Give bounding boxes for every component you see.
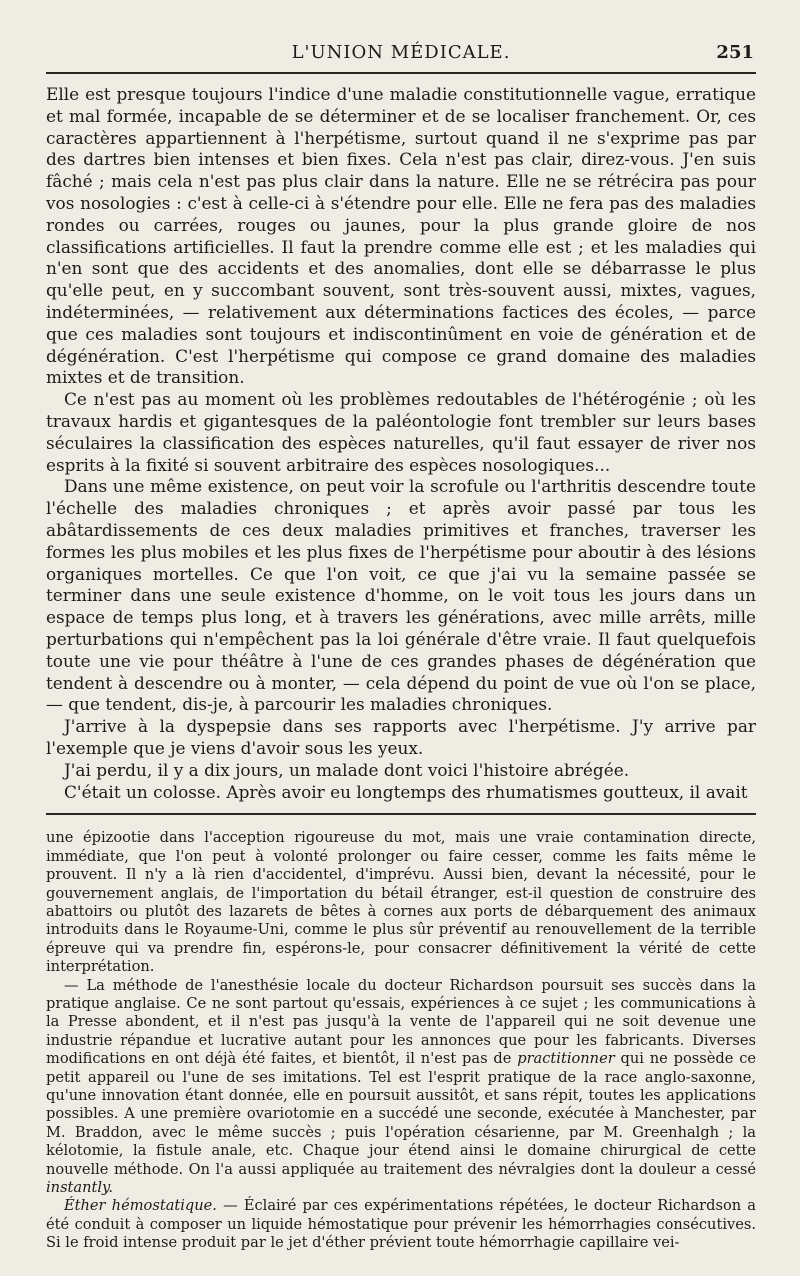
note-italic: practitionner xyxy=(517,1050,615,1068)
page-number: 251 xyxy=(716,42,754,63)
note-text: qui ne possède ce petit appareil ou l'une de ses imitations. Tel est l'esprit pratique de la race anglo-saxonne, qu'une innovation étant donnée, elle en poursuit aussitôt, et sans répit, toutes les applications possibles. A une première ovariotomie en a succédé une seconde, exécutée à Manchester, par M. Braddon, avec le même succès ; puis l'opération césarienne, par M. Greenhalgh ; la kélotomie, la fistule anale, etc. Chaque jour étend ainsi le domaine chirurgical de cette nouvelle méthode. On l'a aussi appliquée au traitement des névralgies dont la douleur a cessé xyxy=(46,1050,757,1178)
main-text xyxy=(46,84,756,803)
paragraph: C'était un colosse. Après avoir eu longtemps des rhumatismes goutteux, il avait xyxy=(64,781,748,802)
note-paragraph xyxy=(46,977,756,1198)
paragraph: Ce n'est pas au moment où les problèmes redoutables de l'hétérogénie ; où les travaux hardis et gigantesques de la paléontologie font trembler sur leurs bases séculaires la classification des espèces naturelles, qu'il faut essayer de river nos esprits à la fixité si souvent arbitraire des espèces nosologiques... xyxy=(46,389,756,475)
running-head xyxy=(46,38,756,72)
paragraph: J'ai perdu, il y a dix jours, un malade dont voici l'histoire abrégée. xyxy=(64,759,630,780)
note-italic: Éther hémostatique. xyxy=(64,1197,217,1215)
paragraph: Dans une même existence, on peut voir la scrofule ou l'arthritis descendre toute l'échelle des maladies chroniques ; et après avoir passé par tous les abâtardissements de ces deux maladies primitives et franches, traverser les formes les plus mobiles et les plus fixes de l'herpétisme pour aboutir à des lésions organiques mortelles. Ce que l'on voit, ce que j'ai vu la semaine passée se terminer dans une seule existence d'homme, on le voit tous les jours dans un espace de temps plus long, et à travers les générations, avec mille arrêts, mille perturbations qui n'empêchent pas la loi générale d'être vraie. Il faut quelquefois toute une vie pour théâtre à l'une de ces grandes phases de dégénération que tendent à descendre ou à monter, — cela dépend du point de vue où l'on se place, — que tendent, dis-je, à parcourir les maladies chroniques. xyxy=(46,476,756,715)
notes-rule xyxy=(46,813,756,815)
note-paragraph xyxy=(46,1197,756,1252)
header-rule xyxy=(46,72,756,74)
paragraph: Elle est presque toujours l'indice d'une maladie constitutionnelle vague, erratique et mal formée, incapable de se déterminer et de se localiser franchement. Or, ces caractères appartiennent à l'herpétisme, surtout quand il ne s'exprime pas par des dartres bien intenses et bien fixes. Cela n'est pas clair, direz-vous. J'en suis fâché ; mais cela n'est pas plus clair dans la nature. Elle ne se rétrécira pas pour vos nosologies : c'est à celle-ci à s'étendre pour elle. Elle ne fera pas des maladies rondes ou carrées, rouges ou jaunes, pour la plus grande gloire de nos classifications artificielles. Il faut la prendre comme elle est ; et les maladies qui n'en sont que des accidents et des anomalies, dont elle se débarrasse le plus qu'elle peut, en y succombant souvent, sont très-souvent aussi, mixtes, vagues, indéterminées, — relativement aux déterminations factices des écoles, — parce que ces maladies sont toujours et indiscontinûment en voie de génération et de dégénération. C'est l'herpétisme qui compose ce grand domaine des maladies mixtes et de transition. xyxy=(46,84,756,388)
note-italic: instantly. xyxy=(46,1179,113,1197)
note-paragraph: une épizootie dans l'acception rigoureuse du mot, mais une vraie contamination directe, immédiate, que l'on peut à volonté prolonger ou faire cesser, comme les faits même le prouvent. Il n'y a là rien d'accidentel, d'imprévu. Aussi bien, devant la nécessité, pour le gouvernement anglais, de l'importation du bétail étranger, est-il question de construire des abattoirs ou plutôt des lazarets de bêtes à cornes aux ports de débarquement des animaux introduits dans le Royaume-Uni, comme le plus sûr préventif au renouvellement de la terrible épreuve qui va prendre fin, espérons-le, pour consacrer définitivement la vérité de cette interprétation. xyxy=(46,829,756,976)
feuilleton-notes xyxy=(46,829,756,1252)
note-text: — La méthode de l'anesthésie locale du docteur Richardson poursuit ses succès dans la pratique anglaise. Ce ne sont partout qu'essais, expériences à ce sujet ; les communications à la Presse abondent, et il n'est pas jusqu'à la vente de l'appareil qui ne soit devenue une industrie répandue et lucrative autant pour les annonces que pour les fabricants. Diverses modifications en ont déjà été faites, et bientôt, il n'est pas de xyxy=(46,976,756,1068)
paragraph: J'arrive à la dyspepsie dans ses rapports avec l'herpétisme. J'y arrive par l'exemple que je viens d'avoir sous les yeux. xyxy=(46,716,756,758)
note-text: — Éclairé par ces expérimentations répétées, le docteur Richardson a été conduit à composer un liquide hémostatique pour prévenir les hémorrhagies consécutives. Si le froid intense produit par le jet d'éther prévient toute hémorrhagie capillaire vei- xyxy=(46,1197,756,1252)
running-title: L'UNION MÉDICALE. xyxy=(291,42,511,63)
